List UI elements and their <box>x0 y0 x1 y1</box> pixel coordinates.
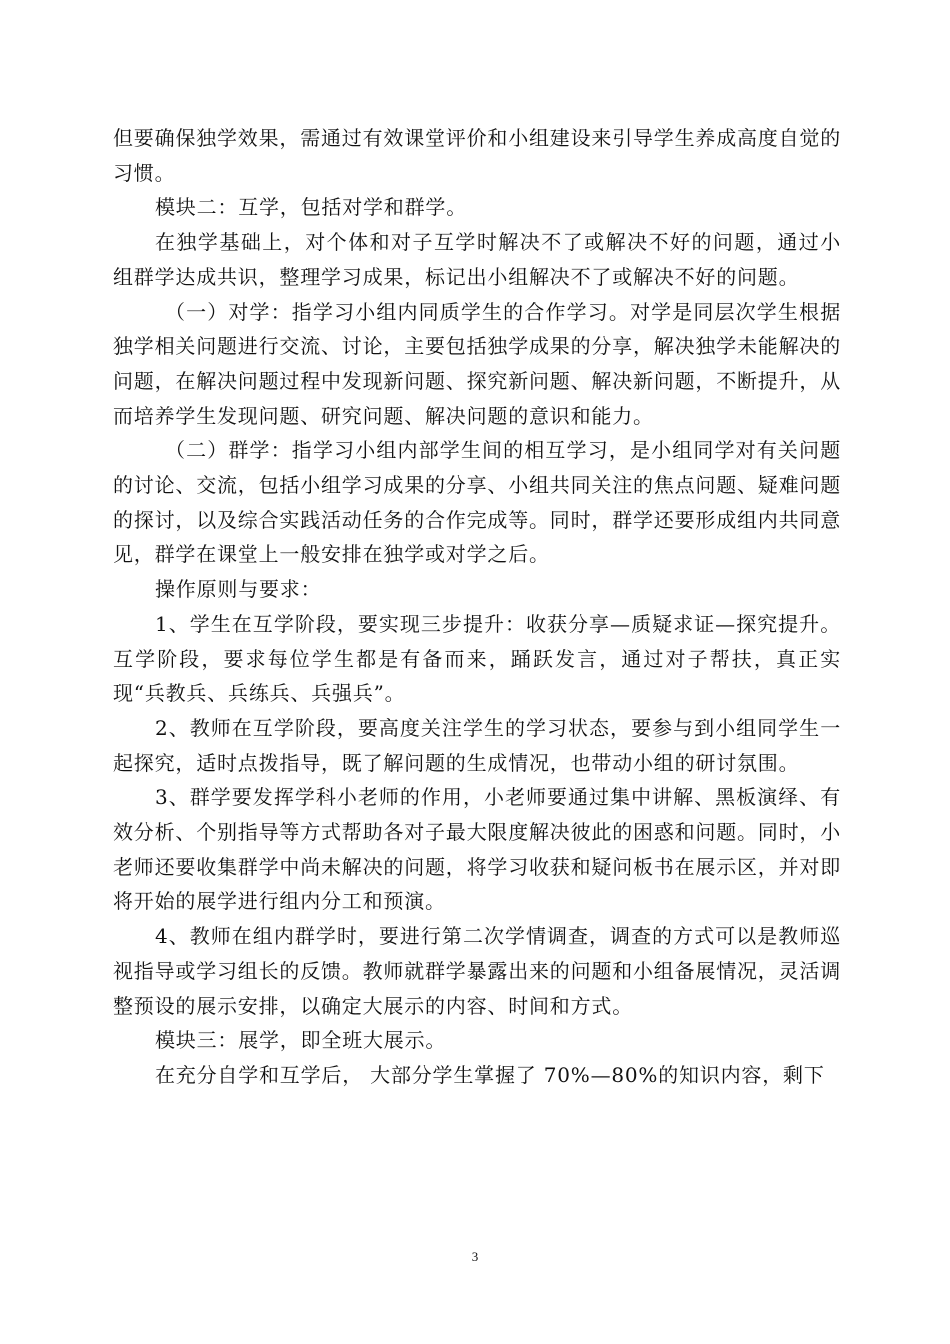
heading-module-two: 模块二：互学，包括对学和群学。 <box>155 195 467 220</box>
paragraph-presentation-intro: 在充分自学和互学后， 大部分学生掌握了 70%—80%的知识内容，剩下 <box>155 1062 825 1087</box>
heading-module-three: 模块三：展学，即全班大展示。 <box>155 1028 447 1053</box>
paragraph-mutual-learning-intro: 在独学基础上，对个体和对子互学时解决不了或解决不好的问题，通过小组群学达成共识，整理学习成果，标记出小组解决不了或解决不好的问题。 <box>113 230 841 289</box>
list-item-4: 4、教师在组内群学时，要进行第二次学情调查，调查的方式可以是教师巡视指导或学习组长的反馈。教师就群学暴露出来的问题和小组备展情况，灵活调整预设的展示安排，以确定大展示的内容、时间和方式。 <box>113 924 841 1018</box>
paragraph-continuation: 但要确保独学效果，需通过有效课堂评价和小组建设来引导学生养成高度自觉的习惯。 <box>113 126 841 185</box>
paragraph-pair-learning: （一）对学：指学习小组内同质学生的合作学习。对学是同层次学生根据独学相关问题进行交流、讨论，主要包括独学成果的分享，解决独学未能解决的问题，在解决问题过程中发现新问题、探究新问题、解决新问题，不断提升，从而培养学生发现问题、研究问题、解决问题的意识和能力。 <box>113 299 841 428</box>
document-body <box>113 121 841 1093</box>
list-item-3: 3、群学要发挥学科小老师的作用，小老师要通过集中讲解、黑板演绎、有效分析、个别指导等方式帮助各对子最大限度解决彼此的困惑和问题。同时，小老师还要收集群学中尚未解决的问题，将学习收获和疑问板书在展示区，并对即将开始的展学进行组内分工和预演。 <box>113 785 841 914</box>
list-item-1: 1、学生在互学阶段，要实现三步提升：收获分享—质疑求证—探究提升。互学阶段，要求每位学生都是有备而来，踊跃发言，通过对子帮扶，真正实现“兵教兵、兵练兵、兵强兵”。 <box>113 611 841 706</box>
heading-principles: 操作原则与要求： <box>155 577 322 602</box>
list-item-2: 2、教师在互学阶段，要高度关注学生的学习状态，要参与到小组同学生一起探究，适时点拨指导，既了解问题的生成情况，也带动小组的研讨氛围。 <box>113 715 841 775</box>
paragraph-group-learning: （二）群学：指学习小组内部学生间的相互学习，是小组同学对有关问题的讨论、交流，包括小组学习成果的分享、小组共同关注的焦点问题、疑难问题的探讨，以及综合实践活动任务的合作完成等。同时，群学还要形成组内共同意见，群学在课堂上一般安排在独学或对学之后。 <box>113 438 841 567</box>
page-number: 3 <box>471 1249 479 1264</box>
